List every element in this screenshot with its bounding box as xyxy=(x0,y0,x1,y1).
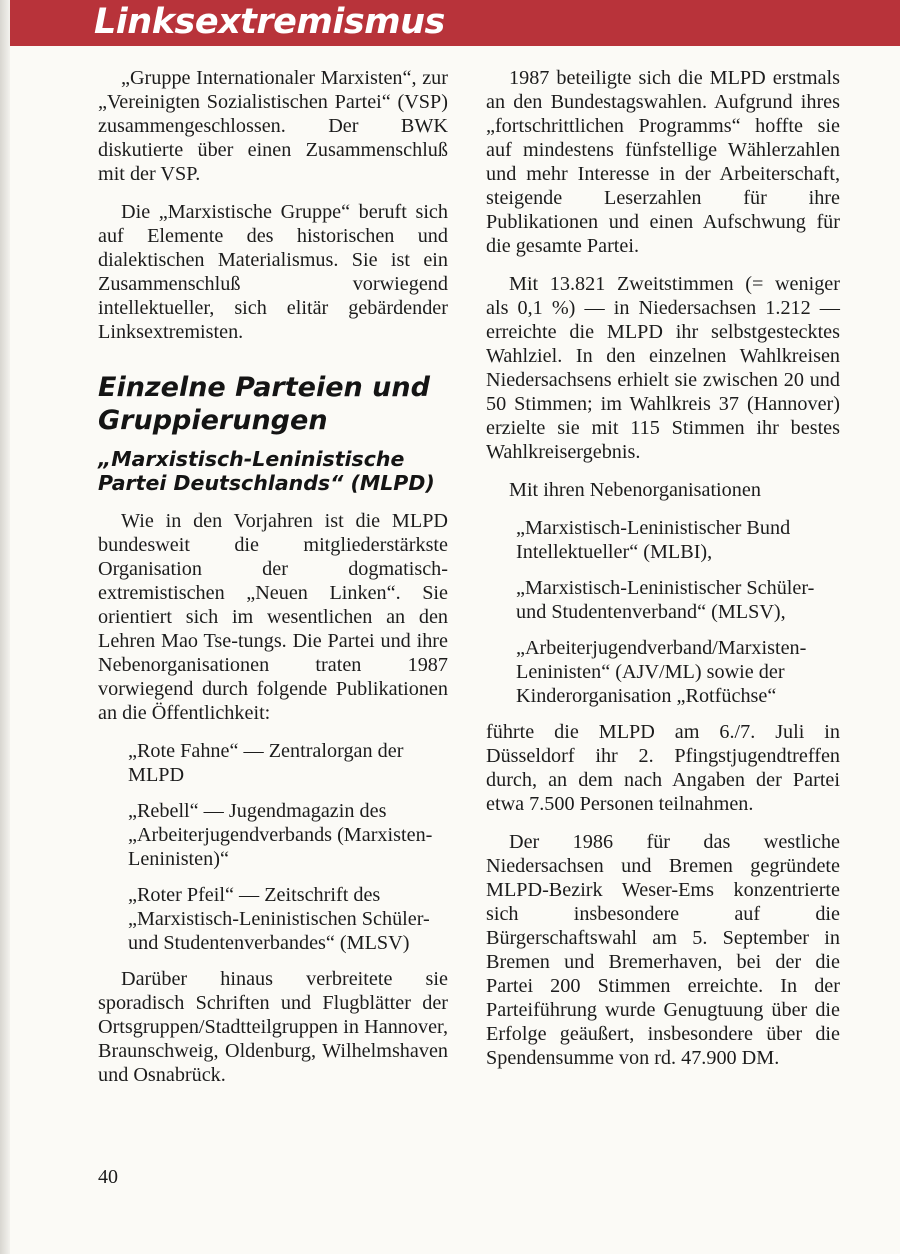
paragraph-marxistische-gruppe: Die „Marxistische Gruppe“ beruft sich auf Elemente des historischen und dialektischen Materialismus. Sie ist ein Zusammenschluß vorwiegend intellektueller, sich elitär gebärdender Linksextremisten. xyxy=(98,201,448,343)
paragraph-zweitstimmen: Mit 13.821 Zweitstimmen (= weniger als 0,1 %) — in Niedersachsen 1.212 — erreichte die MLPD ihr selbstgestecktes Wahlziel. In den einzelnen Wahlkreisen Niedersachsens erhielt sie zwischen 20 und 50 Stimmen; im Wahlkreis 37 (Hannover) erzielte sie mit 115 Stimmen ihr bestes Wahlkreisergebnis. xyxy=(486,273,840,463)
organisation-item: „Arbeiterjugendverband/Marxisten-Leninisten“ (AJV/ML) sowie der Kinderorganisation „Rotfüchse“ xyxy=(516,637,807,707)
section-heading: Einzelne Parteien und Gruppierungen xyxy=(98,372,430,436)
paragraph-nebenorganisationen-intro: Mit ihren Nebenorganisationen xyxy=(509,479,761,501)
organisation-item: „Marxistisch-Leninistischer Schüler- und Studentenverband“ (MLSV), xyxy=(516,577,815,623)
subheading-mlpd: „Marxistisch-Leninistische Partei Deutschlands“ (MLPD) xyxy=(98,447,435,495)
page-number: 40 xyxy=(98,1166,118,1188)
paragraph-mlpd-intro: Wie in den Vorjahren ist die MLPD bundesweit die mitgliederstärkste Organisation der dogmatisch-extremistischen „Neuen Linken“. Sie orientiert sich im wesentlichen an den Lehren Mao Tse-tungs. Die Partei und ihre Nebenorganisationen traten 1987 vorwiegend durch folgende Publikationen an die Öffentlichkeit: xyxy=(98,510,448,724)
organisation-item: „Marxistisch-Leninistischer Bund Intellektueller“ (MLBI), xyxy=(516,517,791,563)
page-header-title: Linksextremismus xyxy=(94,2,445,42)
paragraph-pfingstjugendtreffen: führte die MLPD am 6./7. Juli in Düsseldorf ihr 2. Pfingstjugendtreffen durch, an dem nach Angaben der Partei etwa 7.500 Personen teilnahmen. xyxy=(486,721,840,815)
header-band xyxy=(10,0,900,46)
publication-item: „Rebell“ — Jugendmagazin des „Arbeiterjugendverbands (Marxisten- Leninisten)“ xyxy=(128,800,433,870)
publication-item: „Rote Fahne“ — Zentralorgan der MLPD xyxy=(128,740,404,786)
page-binding-edge xyxy=(0,0,10,1254)
right-column xyxy=(486,66,840,1084)
paragraph-weser-ems: Der 1986 für das westliche Niedersachsen und Bremen gegründete MLPD-Bezirk Weser-Ems konzentrierte sich insbesondere auf die Bürgerschaftswahl am 5. September in Bremen und Bremerhaven, bei der die Partei 200 Stimmen erreichte. In der Parteiführung wurde Genugtuung über die Erfolge geäußert, insbesondere über die Spendensumme von rd. 47.900 DM. xyxy=(486,831,840,1069)
paragraph-gim-vsp: „Gruppe Internationaler Marxisten“, zur „Vereinigten Sozialistischen Partei“ (VSP) zusammengeschlossen. Der BWK diskutierte über einen Zusammenschluß mit der VSP. xyxy=(98,67,448,185)
left-column xyxy=(98,66,448,1101)
publication-item: „Roter Pfeil“ — Zeitschrift des „Marxistisch-Leninistischen Schüler- und Studentenverbandes“ (MLSV) xyxy=(128,884,430,954)
paragraph-bundestagswahl: 1987 beteiligte sich die MLPD erstmals an den Bundestagswahlen. Aufgrund ihres „fortschrittlichen Programms“ hoffte sie auf mindestens fünfstellige Wählerzahlen und mehr Interesse in der Arbeiterschaft, steigende Leserzahlen für ihre Publikationen und einen Aufschwung für die gesamte Partei. xyxy=(486,67,840,257)
paragraph-publications-closing: Darüber hinaus verbreitete sie sporadisch Schriften und Flugblätter der Ortsgruppen/Stadtteilgruppen in Hannover, Braunschweig, Oldenburg, Wilhelmshaven und Osnabrück. xyxy=(98,968,448,1086)
